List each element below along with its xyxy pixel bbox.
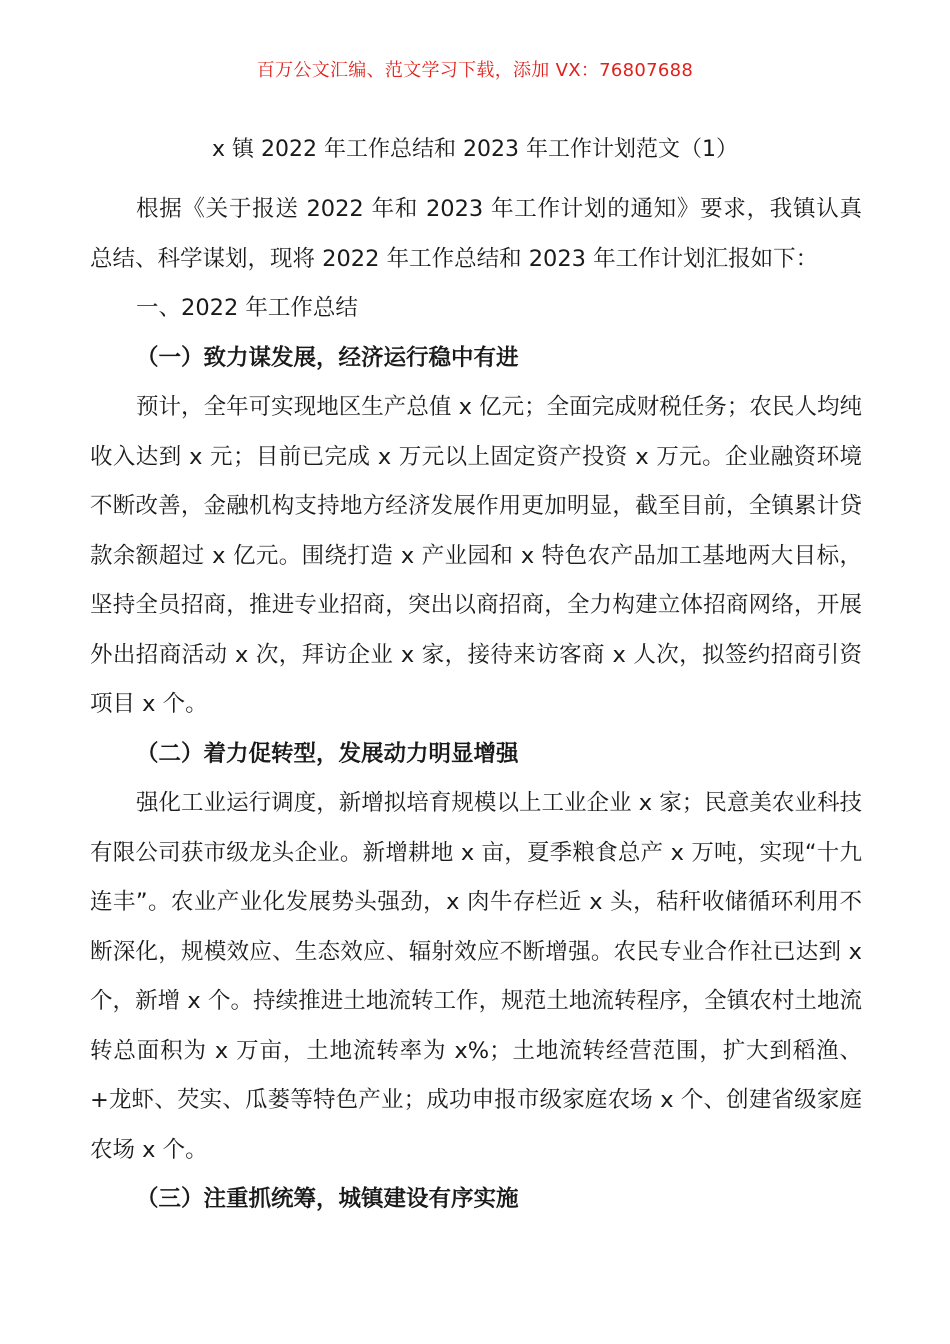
document-body xyxy=(90,185,862,1225)
section-heading-1: 一、2022 年工作总结 xyxy=(136,295,358,321)
promo-banner: 百万公文汇编、范文学习下载，添加 VX：76807688 xyxy=(256,60,694,81)
document-title: x 镇 2022 年工作总结和 2023 年工作计划范文（1） xyxy=(212,137,738,162)
paragraph-transformation: 强化工业运行调度，新增拟培育规模以上工业企业 x 家；民意美农业科技有限公司获市级龙头企业。新增耕地 x 亩，夏季粮食总产 x 万吨，实现“十九连丰”。农业产业化发展势头强劲，x 肉牛存栏近 x 头，秸秆收储循环利用不断深化，规模效应、生态效应、辐射效应不断增强。农民专业合作社已达到 x 个，新增 x 个。持续推进土地流转工作，规范土地流转程序，全镇农村土地流转总面积为 x 万亩，土地流转率为 x%；土地流转经营范围，扩大到稻渔、+龙虾、芡实、瓜蒌等特色产业；成功申报市级家庭农场 x 个、创建省级家庭农场 x 个。 xyxy=(90,790,862,1163)
subsection-heading-2: （二）着力促转型，发展动力明显增强 xyxy=(136,740,519,767)
subsection-heading-3: （三）注重抓统筹，城镇建设有序实施 xyxy=(136,1186,519,1212)
paragraph-economy: 预计，全年可实现地区生产总值 x 亿元；全面完成财税任务；农民人均纯收入达到 x 元；目前已完成 x 万元以上固定资产投资 x 万元。企业融资环境不断改善，金融机构支持地方经济发展作用更加明显，截至目前，全镇累计贷款余额超过 x 亿元。围绕打造 x 产业园和 x 特色农产品加工基地两大目标，坚持全员招商，推进专业招商，突出以商招商，全力构建立体招商网络，开展外出招商活动 x 次，拜访企业 x 家，接待来访客商 x 人次，拟签约招商引资项目 x 个。 xyxy=(90,394,862,717)
intro-paragraph: 根据《关于报送 2022 年和 2023 年工作计划的通知》要求，我镇认真总结、科学谋划，现将 2022 年工作总结和 2023 年工作计划汇报如下： xyxy=(90,196,862,272)
subsection-heading-1: （一）致力谋发展，经济运行稳中有进 xyxy=(136,344,519,371)
